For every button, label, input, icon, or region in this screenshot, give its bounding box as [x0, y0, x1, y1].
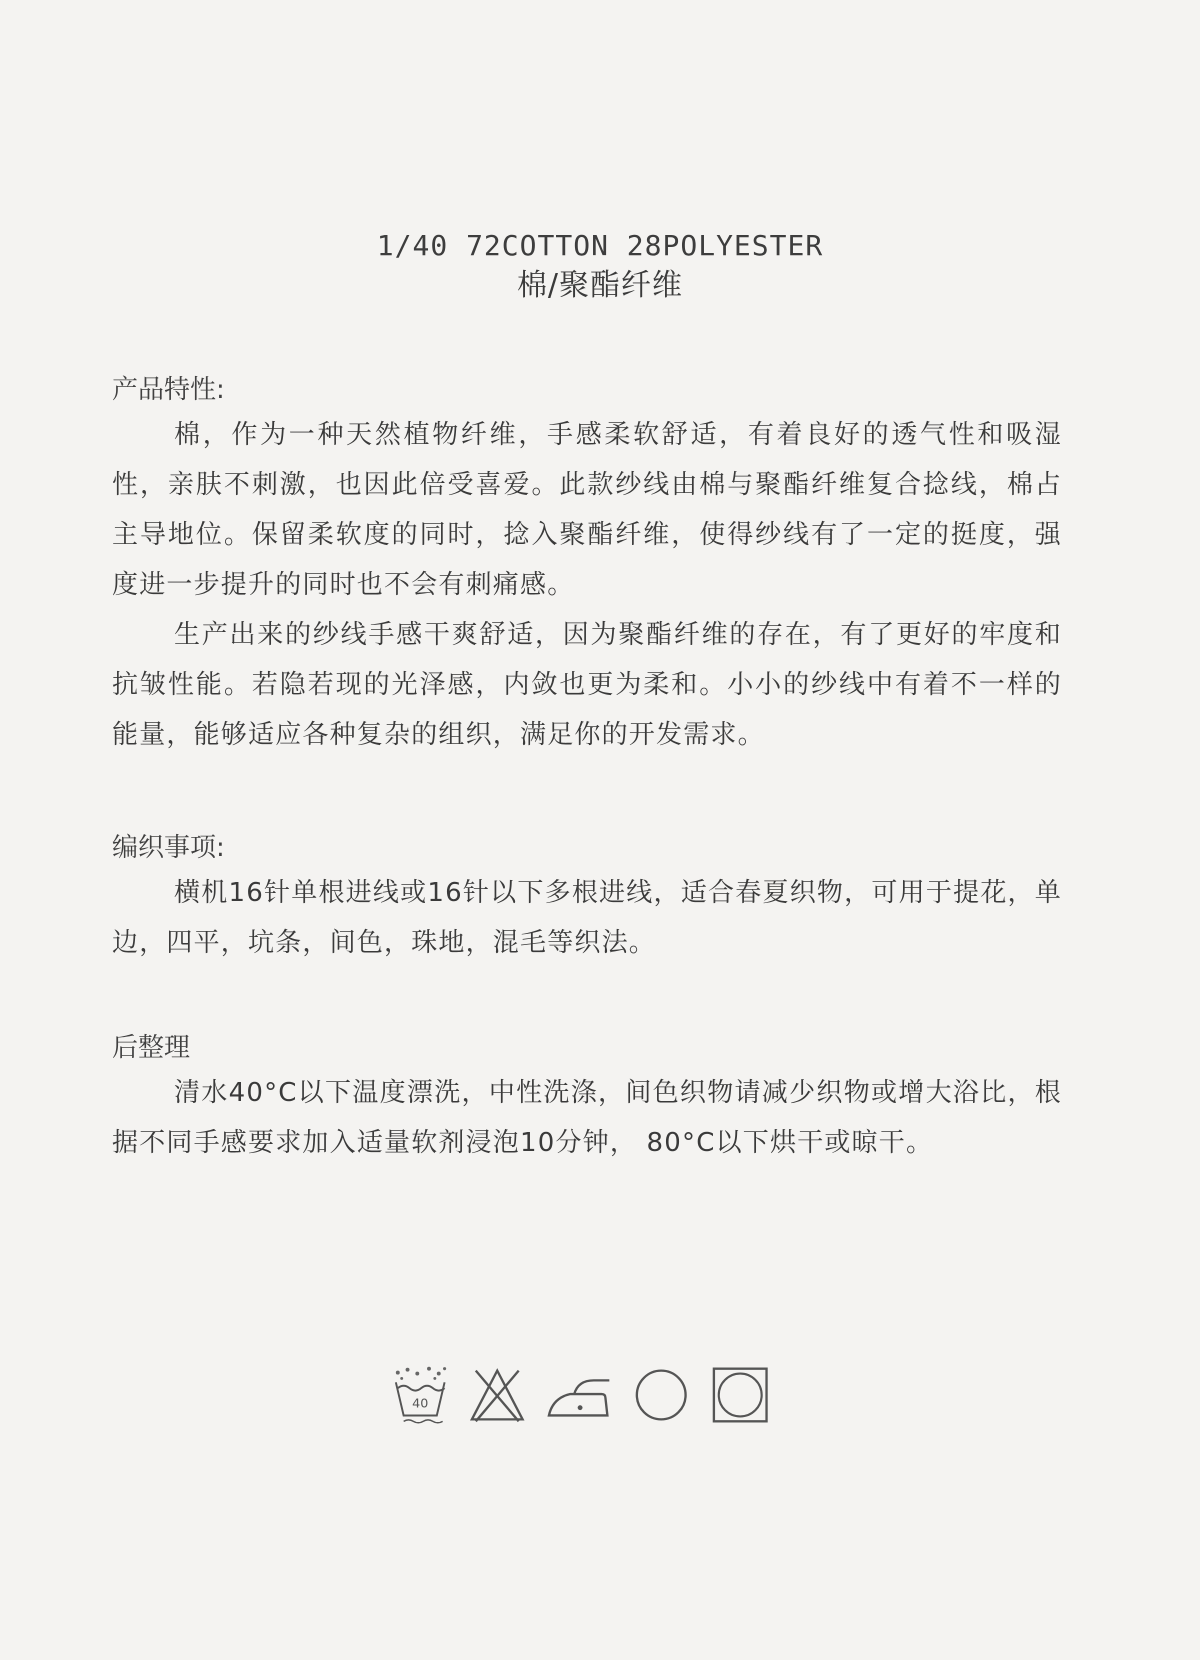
paragraph: 生产出来的纱线手感干爽舒适，因为聚酯纤维的存在，有了更好的牢度和抗皱性能。若隐若现的光泽感，内敛也更为柔和。小小的纱线中有着不一样的能量，能够适应各种复杂的组织，满足你的开发需求。 — [112, 620, 1062, 750]
dry-clean-icon — [631, 1364, 691, 1426]
care-symbols — [390, 1360, 770, 1430]
do-not-bleach-icon — [468, 1364, 526, 1426]
section-heading: 编织事项: — [112, 833, 225, 863]
wash-temp-label: 40 — [412, 1395, 429, 1411]
section-knitting-notes — [112, 828, 1062, 968]
paragraph: 清水40°C以下温度漂洗，中性洗涤，间色织物请减少织物或增大浴比，根据不同手感要求加入适量软剂浸泡10分钟， 80°C以下烘干或晾干。 — [112, 1078, 1062, 1158]
title-english: 1/40 72COTTON 28POLYESTER — [376, 229, 824, 262]
wash-40-icon — [390, 1364, 450, 1426]
section-product-features — [112, 370, 1062, 760]
section-heading: 后整理 — [112, 1033, 191, 1063]
title-chinese: 棉/聚酯纤维 — [516, 268, 684, 303]
paragraph: 棉，作为一种天然植物纤维，手感柔软舒适，有着良好的透气性和吸湿性，亲肤不刺激，也因此倍受喜爱。此款纱线由棉与聚酯纤维复合捻线，棉占主导地位。保留柔软度的同时，捻入聚酯纤维，使得纱线有了一定的挺度，强度进一步提升的同时也不会有刺痛感。 — [112, 420, 1062, 600]
title-block — [0, 228, 1200, 306]
tumble-dry-icon — [710, 1364, 770, 1426]
section-heading: 产品特性: — [112, 375, 225, 405]
iron-icon — [545, 1364, 613, 1426]
section-finishing — [112, 1028, 1062, 1168]
paragraph: 横机16针单根进线或16针以下多根进线，适合春夏织物，可用于提花，单边，四平，坑条，间色，珠地，混毛等织法。 — [112, 878, 1062, 958]
